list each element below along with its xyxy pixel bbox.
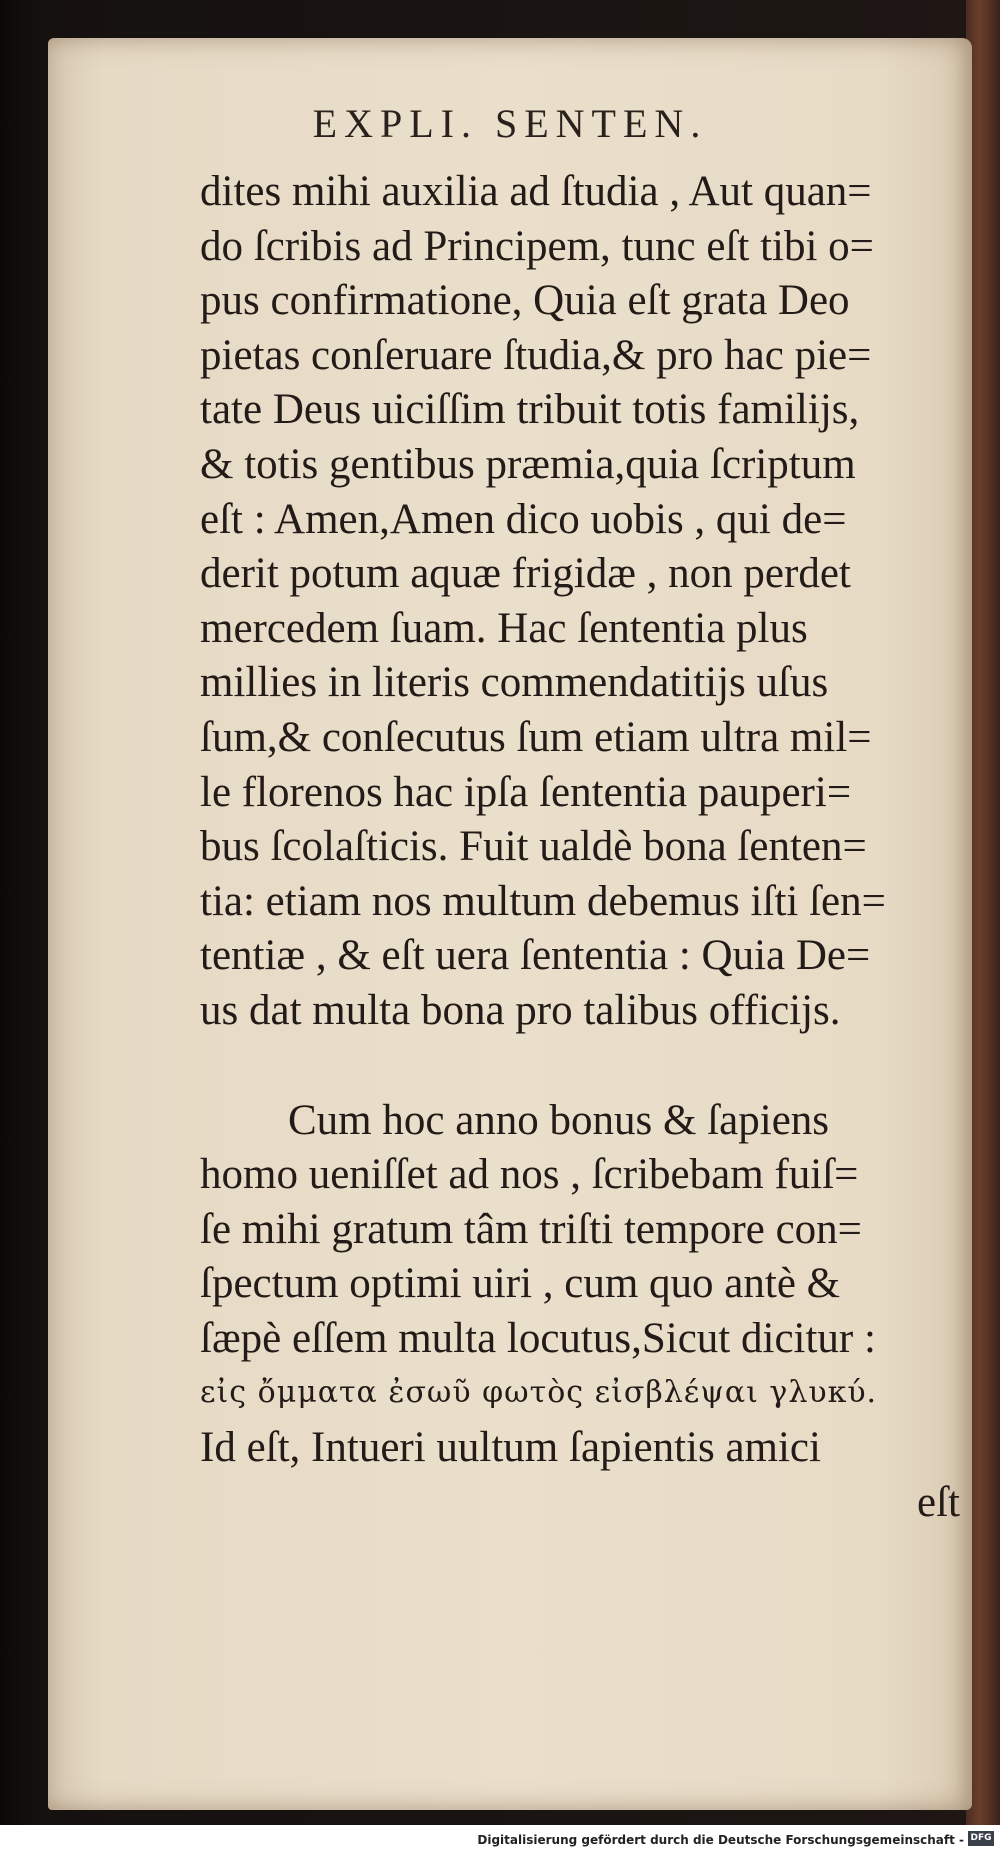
text-line: ſe mihi gratum tâm triſti tempore con= bbox=[200, 1205, 862, 1253]
text-line: derit potum aquæ frigidæ , non perdet bbox=[200, 550, 851, 598]
text-line: ſum,& conſecutus ſum etiam ultra mil= bbox=[200, 713, 872, 761]
paragraph-gap bbox=[200, 1039, 960, 1094]
greek-quotation: εἰς ὄμματα ἐσωῦ φωτὸς εἰσβλέψαι γλυκύ. bbox=[200, 1375, 878, 1411]
text-line: pietas conſeruare ſtudia,& pro hac pie= bbox=[200, 331, 872, 379]
catchword: eſt bbox=[917, 1478, 960, 1526]
text-line: & totis gentibus præmia,quia ſcriptum bbox=[200, 440, 856, 488]
running-head: EXPLI. SENTEN. bbox=[312, 101, 708, 146]
book-page bbox=[48, 38, 972, 1810]
text-block bbox=[200, 165, 960, 1530]
text-line: tate Deus uiciſſim tribuit totis familijs, bbox=[200, 386, 860, 434]
text-line: us dat multa bona pro talibus officijs. bbox=[200, 986, 841, 1034]
dfg-logo: DFG bbox=[968, 1831, 994, 1846]
text-line: do ſcribis ad Principem, tunc eſt tibi o= bbox=[200, 222, 874, 270]
text-line: millies in literis commendatitijs uſus bbox=[200, 659, 829, 707]
text-line: dites mihi auxilia ad ſtudia , Aut quan= bbox=[200, 168, 872, 215]
text-line: eſt : Amen,Amen dico uobis , qui de= bbox=[200, 495, 847, 543]
digitization-credit: Digitalisierung gefördert durch die Deutsche Forschungsgemeinschaft - bbox=[477, 1833, 964, 1847]
text-line: bus ſcolaſticis. Fuit ualdè bona ſenten= bbox=[200, 823, 867, 871]
text-line: Id eſt, Intueri uultum ſapientis amici bbox=[200, 1424, 821, 1472]
text-line: tentiæ , & eſt uera ſententia : Quia De= bbox=[200, 932, 871, 980]
footer-strip bbox=[0, 1825, 1000, 1851]
text-line: pus confirmatione, Quia eſt grata Deo bbox=[200, 277, 850, 325]
text-line: mercedem ſuam. Hac ſententia plus bbox=[200, 604, 808, 652]
text-line: ſpectum optimi uiri , cum quo antè & bbox=[200, 1260, 841, 1308]
text-line: tia: etiam nos multum debemus iſti ſen= bbox=[200, 877, 886, 925]
text-line: ſæpè eſſem multa locutus,Sicut dicitur : bbox=[200, 1314, 876, 1362]
text-line: Cum hoc anno bonus & ſapiens bbox=[288, 1096, 830, 1144]
text-line: le florenos hac ipſa ſententia pauperi= bbox=[200, 768, 852, 816]
text-line: homo ueniſſet ad nos , ſcribebam fuiſ= bbox=[200, 1151, 859, 1199]
